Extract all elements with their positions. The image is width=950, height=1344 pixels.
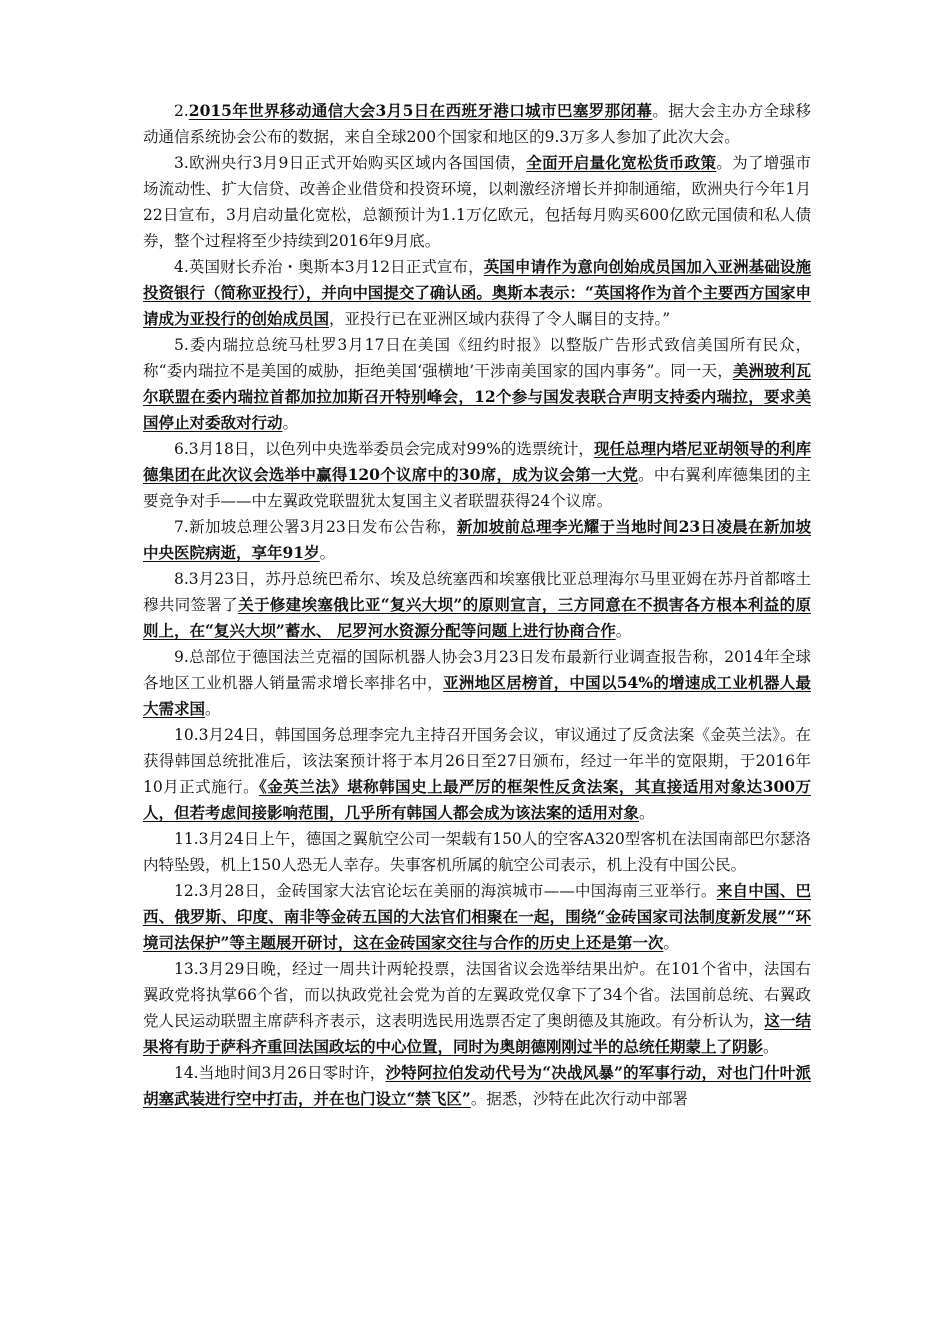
news-paragraph	[143, 98, 811, 150]
paragraph-text: 9.总部位于德国法兰克福的国际机器人协会3月23日发布最新行业调查报告称，2014年全球各地区工业机器人销量需求增长率排名中，	[143, 648, 811, 692]
news-paragraph	[143, 878, 811, 956]
news-paragraph	[143, 566, 811, 644]
highlighted-text: 英国申请作为意向创始成员国加入亚洲基础设施投资银行（简称亚投行），并向中国提交了确认函。奥斯本表示：“英国将作为首个主要西方国家申请成为亚投行的创始成员国	[143, 257, 811, 328]
paragraph-text: 7.新加坡总理公署3月23日发布公告称，	[174, 518, 457, 536]
paragraph-text: 14.当地时间3月26日零时许，	[174, 1064, 386, 1082]
news-paragraph	[143, 1060, 811, 1112]
highlighted-text: 新加坡前总理李光耀于当地时间23日凌晨在新加坡中央医院病逝，享年91岁	[143, 517, 812, 562]
paragraph-text: 2.	[174, 102, 189, 120]
paragraph-text: 。	[205, 700, 221, 718]
paragraph-text: 。	[639, 804, 655, 822]
paragraph-text: 3.欧洲央行3月9日正式开始购买区域内各国国债，	[174, 154, 527, 172]
paragraph-text: 。中右翼利库德集团的主要竞争对手——中左翼政党联盟犹太复国主义者联盟获得24个议席。	[143, 466, 811, 510]
paragraph-text: 8.3月23日，苏丹总统巴希尔、埃及总统塞西和埃塞俄比亚总理海尔马里亚姆在苏丹首都喀土穆共同签署了	[143, 570, 811, 614]
paragraph-text: 13.3月29日晚，经过一周共计两轮投票，法国省议会选举结果出炉。在101个省中，法国右翼政党将执掌66个省，而以执政党社会党为首的左翼政党仅拿下了34个省。法国前总统、右翼政党人民运动联盟主席萨科齐表示，这表明选民用选票否定了奥朗德及其施政。有分析认为，	[143, 960, 811, 1030]
paragraph-text: 。	[763, 1038, 779, 1056]
paragraph-text: 10.3月24日，韩国国务总理李完九主持召开国务会议，审议通过了反贪法案《金英兰法》。在获得韩国总统批准后，该法案预计将于本月26日至27日颁布，经过一年半的宽限期，于2016年10月正式施行。	[143, 726, 811, 796]
paragraph-text: 5.委内瑞拉总统马杜罗3月17日在美国《纽约时报》以整版广告形式致信美国所有民众，称“委内瑞拉不是美国的威胁，拒绝美国‘强横地’干涉南美国家的国内事务”。同一天，	[143, 336, 811, 380]
news-paragraph	[143, 254, 811, 332]
highlighted-text: 全面开启量化宽松货币政策	[526, 153, 717, 172]
paragraph-text: 11.3月24日上午，德国之翼航空公司一架载有150人的空客A320型客机在法国南部巴尔瑟洛内特坠毁，机上150人恐无人幸存。失事客机所属的航空公司表示，机上没有中国公民。	[143, 830, 811, 874]
highlighted-text: 现任总理内塔尼亚胡领导的利库德集团在此次议会选举中赢得120个议席中的30席，成为议会第一大党	[143, 439, 811, 484]
highlighted-text: 2015年世界移动通信大会3月5日在西班牙港口城市巴塞罗那闭幕	[188, 101, 653, 120]
paragraph-text: 。据悉，沙特在此次行动中部署	[470, 1090, 688, 1108]
paragraph-text: 。据大会主办方全球移动通信系统协会公布的数据，来自全球200个国家和地区的9.3万多人参加了此次大会。	[143, 102, 811, 146]
highlighted-text: 沙特阿拉伯发动代号为“决战风暴”的军事行动，对也门什叶派胡塞武装进行空中打击，并在也门设立“禁飞区”	[143, 1063, 811, 1108]
news-paragraph	[143, 332, 811, 436]
highlighted-text: 这一结果将有助于萨科齐重回法国政坛的中心位置，同时为奥朗德刚刚过半的总统任期蒙上了阴影	[143, 1011, 811, 1056]
paragraph-text: 。	[615, 622, 632, 640]
paragraph-text: 。	[319, 544, 336, 562]
highlighted-text: 来自中国、巴西、俄罗斯、印度、南非等金砖五国的大法官们相聚在一起，围绕“金砖国家司法制度新发展”“环境司法保护”等主题展开研讨，这在金砖国家交往与合作的历史上还是第一次	[143, 881, 811, 952]
highlighted-text: 关于修建埃塞俄比亚“复兴大坝”的原则宣言，三方同意在不损害各方根本利益的原则上，在“复兴大坝”蓄水、 尼罗河水资源分配等问题上进行协商合作	[143, 595, 811, 640]
paragraph-text: 4.英国财长乔治・奥斯本3月12日正式宣布，	[174, 258, 484, 276]
news-paragraph	[143, 956, 811, 1060]
highlighted-text: 《金英兰法》堪称韩国史上最严厉的框架性反贪法案，其直接适用对象达300万人，但若考虑间接影响范围，几乎所有韩国人都会成为该法案的适用对象	[143, 777, 811, 822]
paragraph-text: ，亚投行已在亚洲区域内获得了令人瞩目的支持。”	[329, 310, 671, 328]
document-body	[143, 98, 811, 1112]
highlighted-text: 美洲玻利瓦尔联盟在委内瑞拉首都加拉加斯召开特别峰会，12个参与国发表联合声明支持委内瑞拉，要求美国停止对委敌对行动	[143, 361, 811, 432]
paragraph-text: 。	[282, 414, 299, 432]
news-paragraph	[143, 722, 811, 826]
news-paragraph	[143, 150, 811, 254]
news-paragraph	[143, 436, 811, 514]
paragraph-text: 。	[663, 934, 679, 952]
paragraph-text: 6.3月18日，以色列中央选举委员会完成对99%的选票统计，	[174, 440, 594, 458]
news-paragraph	[143, 826, 811, 878]
paragraph-text: 12.3月28日，金砖国家大法官论坛在美丽的海滨城市——中国海南三亚举行。	[174, 882, 717, 900]
paragraph-text: 。为了增强市场流动性、扩大信贷、改善企业借贷和投资环境，以刺激经济增长并抑制通缩，欧洲央行今年1月22日宣布，3月启动量化宽松，总额预计为1.1万亿欧元，包括每月购买600亿欧元国债和私人债券，整个过程将至少持续到2016年9月底。	[143, 154, 811, 250]
highlighted-text: 亚洲地区居榜首，中国以54%的增速成工业机器人最大需求国	[143, 673, 811, 718]
news-paragraph	[143, 644, 811, 722]
news-paragraph	[143, 514, 811, 566]
